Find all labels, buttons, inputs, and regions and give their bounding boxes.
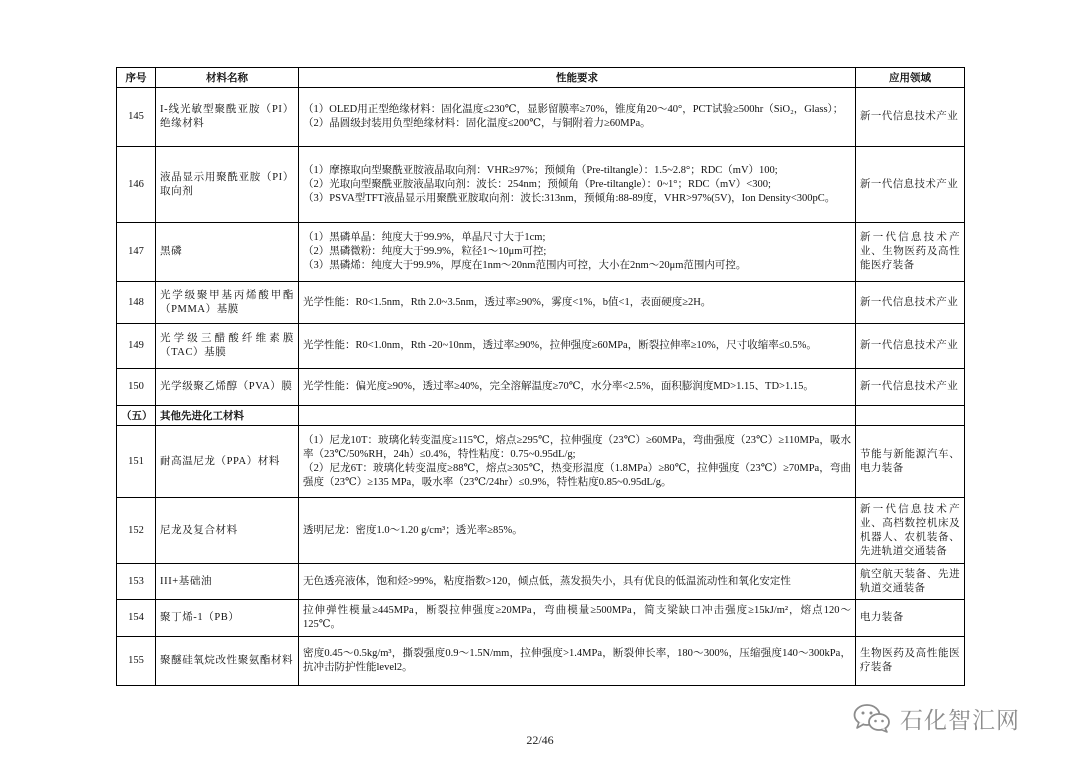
application-field: 航空航天装备、先进轨道交通装备: [856, 564, 965, 600]
wechat-icon: [852, 703, 892, 733]
row-number: 151: [117, 426, 156, 498]
requirement-item: 拉伸弹性模量≥445MPa，断裂拉伸强度≥20MPa，弯曲模量≥500MPa，简支梁缺口冲击强度≥15kJ/m²，熔点120～125℃。: [303, 605, 851, 630]
application-field: 新一代信息技术产业: [856, 282, 965, 324]
row-number: 147: [117, 223, 156, 282]
material-name: 聚丁烯-1（PB）: [156, 600, 299, 637]
row-number: 148: [117, 282, 156, 324]
header-application-field: 应用领域: [856, 68, 965, 88]
requirement-item: （1）OLED用正型绝缘材料：固化温度≤230℃，显影留膜率≥70%，锥度角20～40°，PCT试验≥500hr（SiO₂，Glass）；: [303, 104, 844, 115]
requirement-item: 光学性能：偏光度≥90%，透过率≥40%，完全溶解温度≥70℃，水分率<2.5%，面积膨润度MD>1.15、TD>1.15。: [303, 381, 814, 392]
performance-requirements: [299, 498, 856, 564]
requirement-item: （1）黑磷单晶：纯度大于99.9%，单晶尺寸大于1cm;: [303, 232, 546, 243]
table-header-row: [117, 68, 965, 88]
performance-requirements: [299, 282, 856, 324]
table-row: [117, 147, 965, 223]
watermark: [852, 702, 1020, 734]
row-number: 153: [117, 564, 156, 600]
requirement-item: （2）尼龙6T：玻璃化转变温度≥88℃，熔点≥305℃，热变形温度（1.8MPa）≥80℃，拉伸强度（23℃）≥70MPa，弯曲强度（23℃）≥135 MPa，吸水率（23℃/24hr）≤0.9%，特性粘度0.85~0.95dL/g。: [303, 462, 851, 488]
material-name: 光学级聚甲基丙烯酸甲酯（PMMA）基膜: [156, 282, 299, 324]
watermark-text: 石化智汇网: [900, 707, 1020, 734]
requirement-item: （2）晶圆级封装用负型绝缘材料：固化温度≤200℃，与铜附着力≥60MPa。: [303, 118, 651, 129]
empty-cell: [856, 406, 965, 426]
table-row: [117, 282, 965, 324]
requirement-item: （1）尼龙10T：玻璃化转变温度≥115℃，熔点≥295℃，拉伸强度（23℃）≥60MPa，弯曲强度（23℃）≥110MPa，吸水率（23℃/50%RH，24h）≤0.4%，特性粘度：0.75~0.95dL/g;: [303, 434, 851, 460]
table-row: [117, 223, 965, 282]
requirement-item: 光学性能：R0<1.0nm，Rth -20~10nm，透过率≥90%，拉伸强度≥60MPa，断裂拉伸率≥10%，尺寸收缩率≤0.5%。: [303, 340, 817, 351]
application-field: 节能与新能源汽车、电力装备: [856, 426, 965, 498]
requirement-item: 密度0.45～0.5kg/m³，撕裂强度0.9～1.5N/mm，拉伸强度>1.4MPa，断裂伸长率，180～300%，压缩强度140～300kPa，抗冲击防护性能level2。: [303, 648, 851, 673]
material-name: III+基础油: [156, 564, 299, 600]
application-field: 新一代信息技术产业、高档数控机床及机器人、农机装备、先进轨道交通装备: [856, 498, 965, 564]
application-field: 新一代信息技术产业: [856, 369, 965, 406]
table-row: [117, 637, 965, 686]
requirement-item: 透明尼龙：密度1.0～1.20 g/cm³；透光率≥85%。: [303, 524, 523, 536]
empty-cell: [299, 406, 856, 426]
performance-requirements: [299, 369, 856, 406]
page-number: 22/46: [526, 733, 554, 747]
row-number: 155: [117, 637, 156, 686]
table-row: [117, 564, 965, 600]
table-row: [117, 600, 965, 637]
row-number: 150: [117, 369, 156, 406]
material-name: 聚醚硅氧烷改性聚氨酯材料: [156, 637, 299, 686]
row-number: 146: [117, 147, 156, 223]
table-row: [117, 369, 965, 406]
application-field: 新一代信息技术产业、生物医药及高性能医疗装备: [856, 223, 965, 282]
application-field: 新一代信息技术产业: [856, 147, 965, 223]
material-name: 黑磷: [156, 223, 299, 282]
table-row: [117, 426, 965, 498]
section-number: （五）: [117, 406, 156, 426]
header-no: 序号: [117, 68, 156, 88]
requirement-item: （3）PSVA型TFT液晶显示用聚酰亚胺取向剂：波长:313nm，预倾角:88-89度，VHR>97%(5V)，Ion Density<300pC。: [303, 192, 836, 204]
performance-requirements: [299, 324, 856, 369]
section-title: 其他先进化工材料: [156, 406, 299, 426]
requirement-item: （3）黑磷烯：纯度大于99.9%，厚度在1nm～20nm范围内可控，大小在2nm～20μm范围内可控。: [303, 260, 747, 271]
table-row: [117, 498, 965, 564]
row-number: 145: [117, 88, 156, 147]
material-name: 光学级三醋酸纤维素膜（TAC）基膜: [156, 324, 299, 369]
header-material-name: 材料名称: [156, 68, 299, 88]
requirement-item: 无色透亮液体，饱和烃>99%，粘度指数>120，倾点低，蒸发损失小，具有优良的低温流动性和氧化安定性: [303, 575, 791, 587]
application-field: 生物医药及高性能医疗装备: [856, 637, 965, 686]
performance-requirements: [299, 88, 856, 147]
document-table: [116, 67, 965, 686]
header-requirements: 性能要求: [299, 68, 856, 88]
table-row: [117, 324, 965, 369]
material-name: I-线光敏型聚酰亚胺（PI）绝缘材料: [156, 88, 299, 147]
material-name: 耐高温尼龙（PPA）材料: [156, 426, 299, 498]
material-name: 光学级聚乙烯醇（PVA）膜: [156, 369, 299, 406]
requirement-item: （2）黑磷微粉：纯度大于99.9%，粒径1～10μm可控;: [303, 246, 547, 257]
performance-requirements: [299, 147, 856, 223]
performance-requirements: [299, 426, 856, 498]
row-number: 149: [117, 324, 156, 369]
requirement-item: （2）光取向型聚酰亚胺液晶取向剂：波长：254nm；预倾角（Pre-tiltangle）：0~1°；RDC（mV）<300;: [303, 178, 771, 190]
performance-requirements: [299, 564, 856, 600]
section-row: [117, 406, 965, 426]
performance-requirements: [299, 600, 856, 637]
row-number: 154: [117, 600, 156, 637]
application-field: 新一代信息技术产业: [856, 88, 965, 147]
requirement-item: （1）摩擦取向型聚酰亚胺液晶取向剂：VHR≥97%；预倾角（Pre-tiltangle）：1.5~2.8°；RDC（mV）100;: [303, 164, 778, 176]
material-name: 液晶显示用聚酰亚胺（PI）取向剂: [156, 147, 299, 223]
requirement-item: 光学性能：R0<1.5nm，Rth 2.0~3.5nm，透过率≥90%，雾度<1%，b值<1，表面硬度≥2H。: [303, 296, 712, 308]
row-number: 152: [117, 498, 156, 564]
table-row: [117, 88, 965, 147]
performance-requirements: [299, 637, 856, 686]
material-name: 尼龙及复合材料: [156, 498, 299, 564]
performance-requirements: [299, 223, 856, 282]
application-field: 新一代信息技术产业: [856, 324, 965, 369]
application-field: 电力装备: [856, 600, 965, 637]
